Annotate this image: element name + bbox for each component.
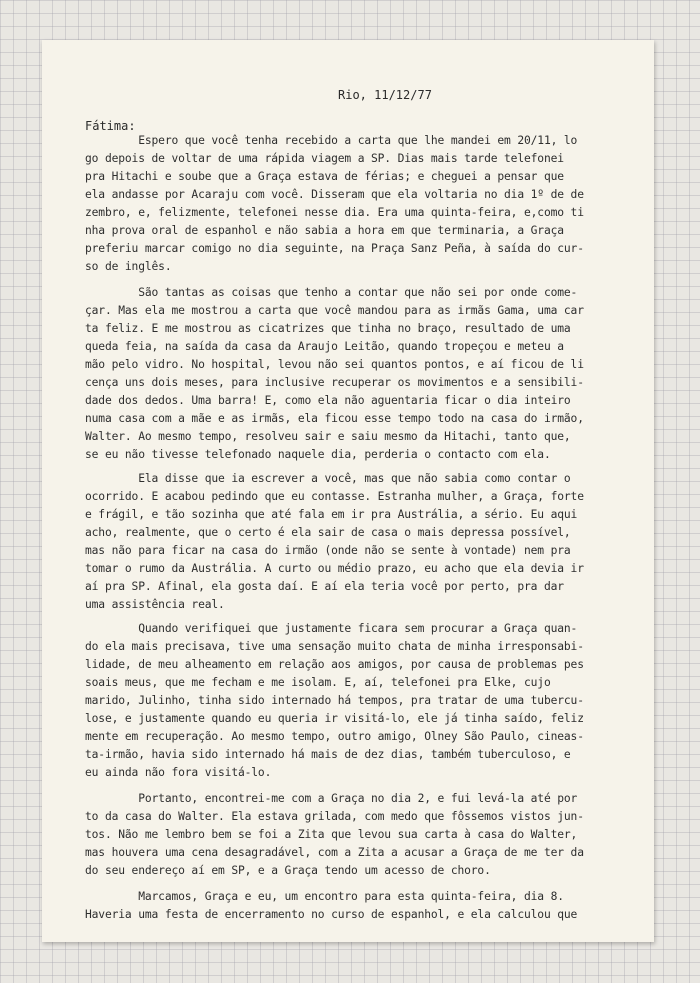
letter-line: tomar o rumo da Austrália. A curto ou médio prazo, eu acho que ela devia ir xyxy=(85,562,584,575)
letter-line: so de inglês. xyxy=(85,260,172,273)
letter-line: nha prova oral de espanhol e não sabia a hora em que terminaria, a Graça xyxy=(85,224,564,237)
letter-line: do seu endereço aí em SP, e a Graça tendo um acesso de choro. xyxy=(85,864,491,877)
letter-line: Marcamos, Graça e eu, um encontro para esta quinta-feira, dia 8. xyxy=(85,890,564,903)
letter-line: dade dos dedos. Uma barra! E, como ela não aguentaria ficar o dia inteiro xyxy=(85,394,571,407)
letter-line: pra Hitachi e soube que a Graça estava de férias; e cheguei a pensar que xyxy=(85,170,564,183)
letter-line: acho, realmente, que o certo é ela sair de casa o mais depressa possível, xyxy=(85,526,571,539)
letter-line: Haveria uma festa de encerramento no curso de espanhol, e ela calculou que xyxy=(85,908,578,921)
letter-line: to da casa do Walter. Ela estava grilada, com medo que fôssemos vistos jun- xyxy=(85,810,584,823)
letter-line: Quando verifiquei que justamente ficara sem procurar a Graça quan- xyxy=(85,622,578,635)
letter-line: soais meus, que me fecham e me isolam. E, aí, telefonei pra Elke, cujo xyxy=(85,676,551,689)
letter-line: do ela mais precisava, tive uma sensação muito chata de minha irresponsabi- xyxy=(85,640,584,653)
letter-line: mente em recuperação. Ao mesmo tempo, outro amigo, Olney São Paulo, cineas- xyxy=(85,730,584,743)
letter-line: tos. Não me lembro bem se foi a Zita que levou sua carta à casa do Walter, xyxy=(85,828,578,841)
letter-line: zembro, e, felizmente, telefonei nesse dia. Era uma quinta-feira, e,como ti xyxy=(85,206,584,219)
letter-line: Portanto, encontrei-me com a Graça no dia 2, e fui levá-la até por xyxy=(85,792,578,805)
letter-line: cença uns dois meses, para inclusive recuperar os movimentos e a sensibili- xyxy=(85,376,584,389)
letter-line: Walter. Ao mesmo tempo, resolveu sair e saiu mesmo da Hitachi, tanto que, xyxy=(85,430,571,443)
letter-line: çar. Mas ela me mostrou a carta que você mandou para as irmãs Gama, uma car xyxy=(85,304,584,317)
letter-line: lidade, de meu alheamento em relação aos amigos, por causa de problemas pes xyxy=(85,658,584,671)
letter-salutation: Fátima: xyxy=(85,119,136,133)
letter-line: e frágil, e tão sozinha que até fala em ir pra Austrália, a sério. Eu aqui xyxy=(85,508,578,521)
letter-line: ta feliz. E me mostrou as cicatrizes que tinha no braço, resultado de uma xyxy=(85,322,571,335)
letter-line: se eu não tivesse telefonado naquele dia, perderia o contacto com ela. xyxy=(85,448,551,461)
letter-page xyxy=(42,40,654,942)
letter-line: Ela disse que ia escrever a você, mas que não sabia como contar o xyxy=(85,472,571,485)
letter-line: mas houvera uma cena desagradável, com a Zita a acusar a Graça de me ter da xyxy=(85,846,584,859)
letter-line: eu ainda não fora visitá-lo. xyxy=(85,766,272,779)
letter-line: lose, e justamente quando eu queria ir visitá-lo, ele já tinha saído, feliz xyxy=(85,712,584,725)
letter-line: uma assistência real. xyxy=(85,598,225,611)
letter-line: marido, Julinho, tinha sido internado há tempos, pra tratar de uma tubercu- xyxy=(85,694,584,707)
letter-date: Rio, 11/12/77 xyxy=(338,88,432,102)
letter-line: mão pelo vidro. No hospital, levou não sei quantos pontos, e aí ficou de li xyxy=(85,358,584,371)
letter-line: numa casa com a mãe e as irmãs, ela ficou esse tempo todo na casa do irmão, xyxy=(85,412,584,425)
letter-line: mas não para ficar na casa do irmão (onde não se sente à vontade) nem pra xyxy=(85,544,571,557)
letter-line: ela andasse por Acaraju com você. Disseram que ela voltaria no dia 1º de de xyxy=(85,188,584,201)
letter-line: ocorrido. E acabou pedindo que eu contasse. Estranha mulher, a Graça, forte xyxy=(85,490,584,503)
letter-line: Espero que você tenha recebido a carta que lhe mandei em 20/11, lo xyxy=(85,134,578,147)
letter-line: preferiu marcar comigo no dia seguinte, na Praça Sanz Peña, à saída do cur- xyxy=(85,242,584,255)
letter-line: go depois de voltar de uma rápida viagem a SP. Dias mais tarde telefonei xyxy=(85,152,564,165)
letter-line: queda feia, na saída da casa da Araujo Leitão, quando tropeçou e meteu a xyxy=(85,340,564,353)
letter-line: São tantas as coisas que tenho a contar que não sei por onde come- xyxy=(85,286,578,299)
letter-line: ta-irmão, havia sido internado há mais de dez dias, também tuberculoso, e xyxy=(85,748,571,761)
letter-line: aí pra SP. Afinal, ela gosta daí. E aí ela teria você por perto, pra dar xyxy=(85,580,564,593)
